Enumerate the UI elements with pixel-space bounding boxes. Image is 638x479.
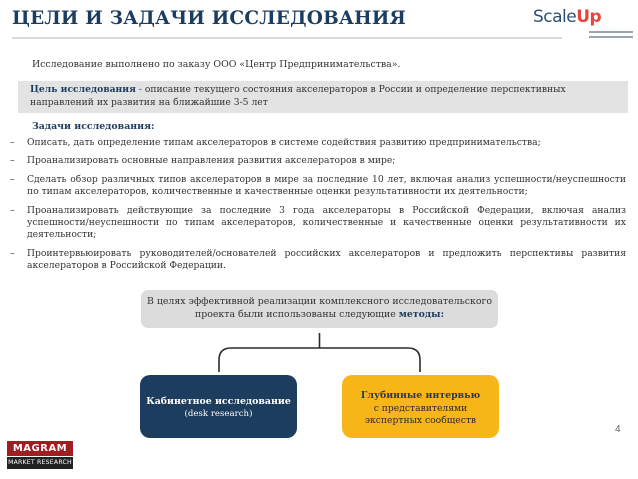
- methods-emphasis: методы:: [398, 309, 445, 320]
- list-item: – Описать, дать определение типам акселераторов в системе содействия развитию предпринимательства;: [10, 137, 541, 148]
- list-item: – Проинтервьюировать руководителей/основателей российских акселераторов и предложить перспективы развития акселераторов в Российской Федерации.: [10, 247, 626, 272]
- magram-logo-top: MAGRAM: [7, 441, 73, 456]
- methods-line1: В целях эффективной реализации комплексного исследовательского: [146, 296, 493, 307]
- goal-text: - описание текущего состояния акселераторов в России и определение перспективных направлений их развития на ближайшие 3-5 лет: [30, 84, 566, 108]
- goal-label: Цель исследования: [30, 84, 136, 95]
- method-desk-research-box: [140, 375, 297, 438]
- methods-line2: проекта были использованы следующие: [194, 309, 399, 320]
- tasks-heading: Задачи исследования:: [32, 121, 155, 132]
- page-number: 4: [615, 424, 621, 435]
- scaleup-logo-part2: Up: [576, 7, 602, 27]
- method-desk-research-subtitle: (desk research): [184, 409, 253, 419]
- method-interviews-line3: экспертных сообществ: [364, 415, 477, 426]
- bracket-line: [219, 348, 420, 372]
- magram-logo: [7, 441, 73, 471]
- page-title: ЦЕЛИ И ЗАДАЧИ ИССЛЕДОВАНИЯ: [12, 8, 407, 29]
- scaleup-logo-part1: Scale: [533, 7, 577, 27]
- method-interviews-line2: с представителями: [373, 403, 468, 414]
- list-item: – Проанализировать основные направления развития акселераторов в мире;: [10, 155, 396, 167]
- list-item: – Сделать обзор различных типов акселераторов в мире за последние 10 лет, включая анализ успешности/неуспешности по типам акселераторов, количественные и качественные оценки результативности их деятельности;: [10, 173, 626, 198]
- intro-text: Исследование выполнено по заказу ООО «Центр Предпринимательства».: [32, 59, 401, 70]
- method-interviews-title: Глубинные интервью: [360, 390, 481, 401]
- method-desk-research-title: Кабинетное исследование: [146, 396, 291, 407]
- method-interviews-box: [342, 375, 499, 438]
- list-item: – Проанализировать действующие за последние 3 года акселераторы в Российской Федерации, включая анализ успешности/неуспешности по типам акселераторов, количественные и качественные оценки результативности их деятельности;: [10, 204, 626, 241]
- magram-logo-bottom: MARKET RESEARCH: [7, 457, 73, 469]
